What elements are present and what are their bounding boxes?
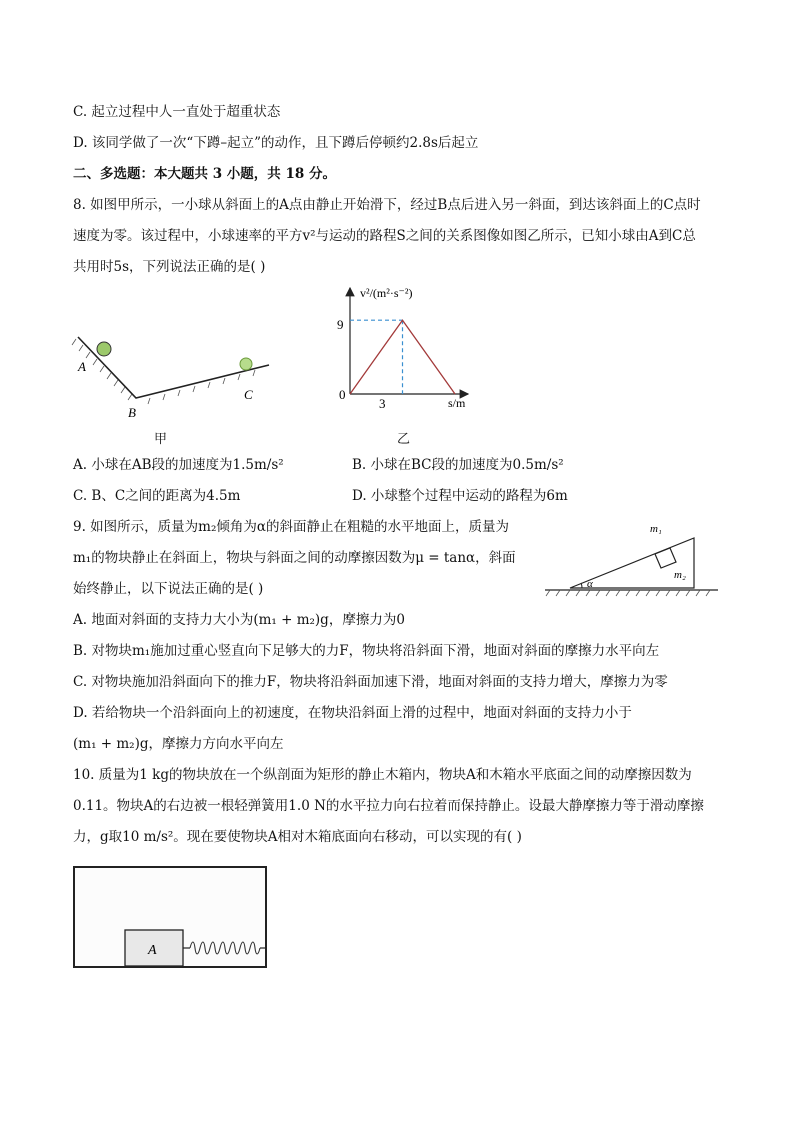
- label-point-c: C: [244, 387, 253, 402]
- q8-stem-line-1: 8. 如图甲所示，一小球从斜面上的A点由静止开始滑下，经过B点后进入另一斜面，到达该斜面上的C点时: [73, 197, 701, 213]
- label-alpha: α: [587, 578, 593, 590]
- label-point-a: A: [78, 359, 86, 374]
- label-block-a: A: [148, 943, 157, 958]
- caption-jia: 甲: [154, 432, 168, 447]
- block-m1: [655, 548, 676, 568]
- q8-option-a: A. 小球在AB段的加速度为1.5m/s²: [73, 457, 284, 473]
- q9-stem-line-2: m₁的物块静止在斜面上，物块与斜面之间的动摩擦因数为μ = tanα，斜面: [73, 550, 516, 566]
- origin-label: 0: [339, 387, 346, 402]
- q8-stem-line-2: 速度为零。该过程中，小球速率的平方v²与运动的路程S之间的关系图像如图乙所示，已知小球由A到C总: [73, 228, 696, 244]
- q10-stem-line-1: 10. 质量为1 kg的物块放在一个纵剖面为矩形的静止木箱内，物块A和木箱水平底面之间的动摩擦因数为: [73, 767, 692, 783]
- q9-option-d-line-1: D. 若给物块一个沿斜面向上的初速度，在物块沿斜面上滑的过程中，地面对斜面的支持力小于: [73, 705, 632, 721]
- figure-incline: [542, 514, 722, 599]
- figure-box-spring: [72, 864, 270, 972]
- label-m1: m₁: [650, 523, 662, 535]
- q8-option-c: C. B、C之间的距离为4.5m: [73, 488, 241, 504]
- q10-stem-line-3: 力，g取10 m/s²。现在要使物块A相对木箱底面向右移动，可以实现的有( ): [73, 829, 522, 845]
- caption-yi: 乙: [397, 432, 411, 447]
- label-point-b: B: [128, 405, 136, 420]
- q9-stem-line-3: 始终静止，以下说法正确的是( ): [73, 581, 264, 597]
- figure-yi-graph: [330, 282, 490, 414]
- section-heading: 二、多选题：本大题共 3 小题，共 18 分。: [73, 166, 336, 182]
- q8-option-b: B. 小球在BC段的加速度为0.5m/s²: [352, 457, 564, 473]
- y-tick-9: 9: [337, 317, 344, 332]
- q9-option-c: C. 对物块施加沿斜面向下的推力F，物块将沿斜面加速下滑，地面对斜面的支持力增大，摩擦力为零: [73, 674, 668, 690]
- q9-option-d-line-2: (m₁ + m₂)g，摩擦力方向水平向左: [73, 736, 284, 752]
- q8-option-d: D. 小球整个过程中运动的路程为6m: [352, 488, 568, 504]
- x-axis-label: s/m: [448, 396, 466, 410]
- x-tick-3: 3: [379, 396, 386, 411]
- q9-option-b: B. 对物块m₁施加过重心竖直向下足够大的力F，物块将沿斜面下滑，地面对斜面的摩擦力水平向左: [73, 643, 660, 659]
- option-c-q7: C. 起立过程中人一直处于超重状态: [73, 104, 281, 120]
- figure-jia-slopes: [70, 325, 280, 425]
- q9-stem-line-1: 9. 如图所示，质量为m₂倾角为α的斜面静止在粗糙的水平地面上，质量为: [73, 519, 510, 535]
- q8-stem-line-3: 共用时5s，下列说法正确的是( ): [73, 259, 266, 275]
- option-d-q7: D. 该同学做了一次“下蹲–起立”的动作，且下蹲后停顿约2.8s后起立: [73, 135, 479, 151]
- q10-stem-line-2: 0.11。物块A的右边被一根轻弹簧用1.0 N的水平拉力向右拉着而保持静止。设最大静摩擦力等于滑动摩擦: [73, 798, 704, 814]
- q9-option-a: A. 地面对斜面的支持力大小为(m₁ + m₂)g，摩擦力为0: [73, 612, 405, 628]
- y-axis-label: v²/(m²·s⁻²): [360, 286, 413, 300]
- label-m2: m₂: [674, 569, 686, 581]
